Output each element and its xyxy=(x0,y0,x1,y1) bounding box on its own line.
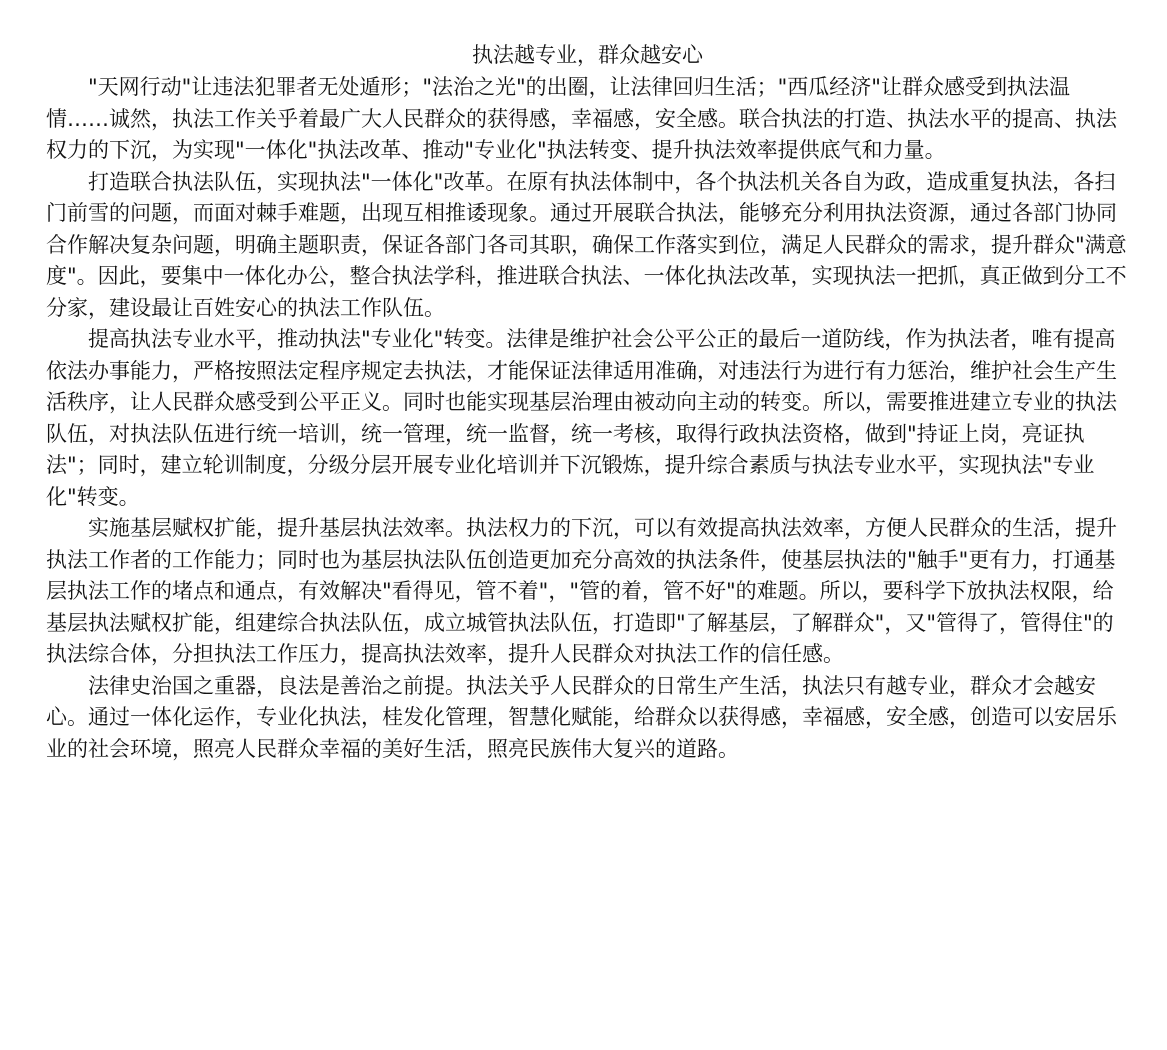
paragraph-grassroots-empowerment: 实施基层赋权扩能，提升基层执法效率。执法权力的下沉，可以有效提高执法效率，方便人民群众的生活，提升执法工作者的工作能力；同时也为基层执法队伍创造更加充分高效的执法条件，使基层执法的"触手"更有力，打通基层执法工作的堵点和通点，有效解决"看得见，管不着"，"管的着，管不好"的难题。所以，要科学下放执法权限，给基层执法赋权扩能，组建综合执法队伍，成立城管执法队伍，打造即"了解基层，了解群众"，又"管得了，管得住"的执法综合体，分担执法工作压力，提高执法效率，提升人民群众对执法工作的信任感。 xyxy=(46,516,1117,666)
document-title: 执法越专业，群众越安心 xyxy=(472,43,703,67)
paragraph-intro: "天网行动"让违法犯罪者无处遁形；"法治之光"的出圈，让法律回归生活；"西瓜经济"让群众感受到执法温情……诚然，执法工作关乎着最广大人民群众的获得感，幸福感，安全感。联合执法的打造、执法水平的提高、执法权力的下沉，为实现"一体化"执法改革、推动"专业化"执法转变、提升执法效率提供底气和力量。 xyxy=(46,75,1117,162)
paragraph-joint-enforcement: 打造联合执法队伍，实现执法"一体化"改革。在原有执法体制中，各个执法机关各自为政，造成重复执法，各扫门前雪的问题，而面对棘手难题，出现互相推诿现象。通过开展联合执法，能够充分利用执法资源，通过各部门协同合作解决复杂问题，明确主题职责，保证各部门各司其职，确保工作落实到位，满足人民群众的需求，提升群众"满意度"。因此，要集中一体化办公，整合执法学科，推进联合执法、一体化执法改革，实现执法一把抓，真正做到分工不分家，建设最让百姓安心的执法工作队伍。 xyxy=(46,169,1127,320)
paragraph-conclusion: 法律史治国之重器，良法是善治之前提。执法关乎人民群众的日常生产生活，执法只有越专业，群众才会越安心。通过一体化运作，专业化执法，桂发化管理，智慧化赋能，给群众以获得感，幸福感，安全感，创造可以安居乐业的社会环境，照亮人民群众幸福的美好生活，照亮民族伟大复兴的道路。 xyxy=(46,673,1117,761)
paragraph-professional-enforcement: 提高执法专业水平，推动执法"专业化"转变。法律是维护社会公平公正的最后一道防线，作为执法者，唯有提高依法办事能力，严格按照法定程序规定去执法，才能保证法律适用准确，对违法行为进行有力惩治，维护社会生产生活秩序，让人民群众感受到公平正义。同时也能实现基层治理由被动向主动的转变。所以，需要推进建立专业的执法队伍，对执法队伍进行统一培训，统一管理，统一监督，统一考核，取得行政执法资格，做到"持证上岗，亮证执法"；同时，建立轮训制度，分级分层开展专业化培训并下沉锻炼，提升综合素质与执法专业水平，实现执法"专业化"转变。 xyxy=(46,327,1117,509)
